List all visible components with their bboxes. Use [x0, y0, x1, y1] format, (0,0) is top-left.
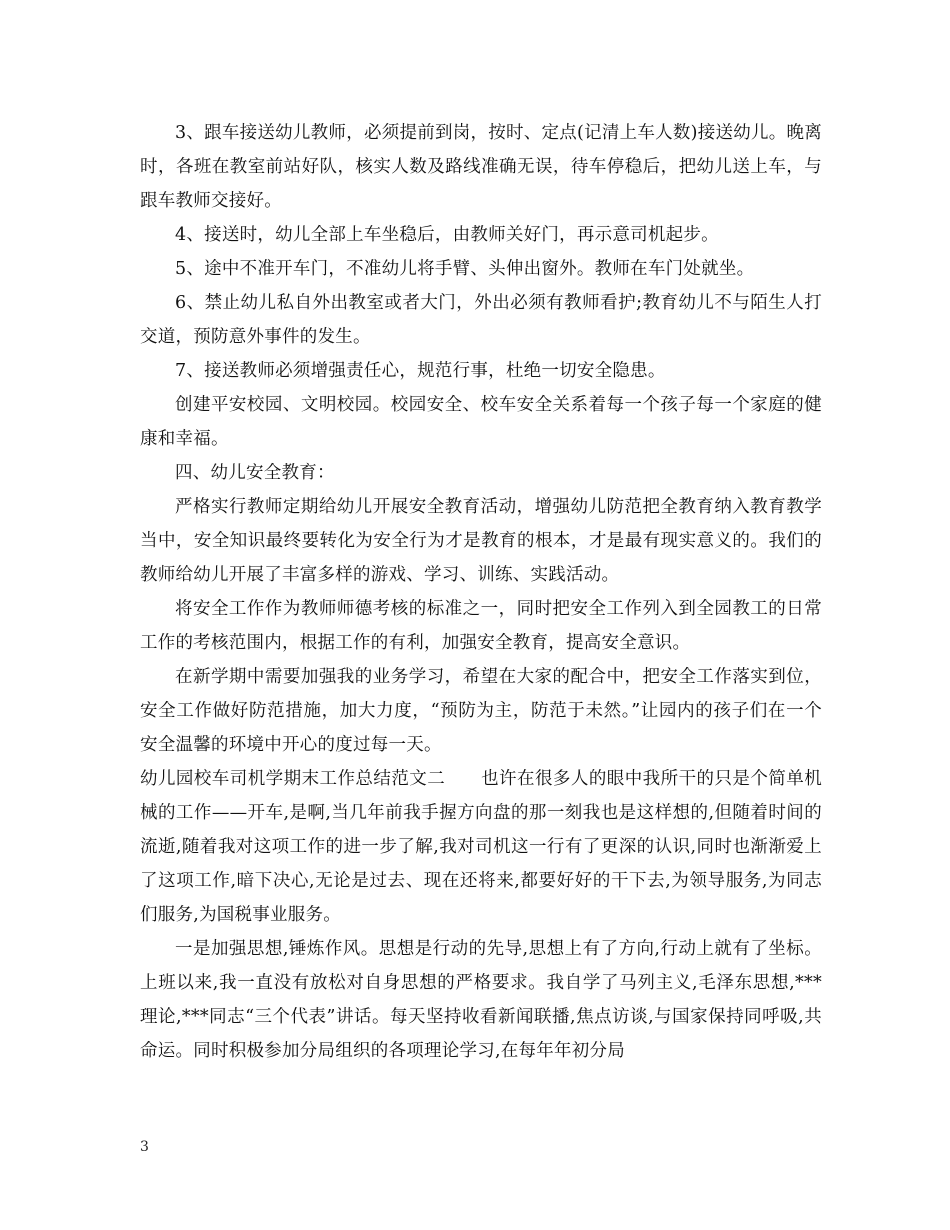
paragraph-title-and-intro: 幼儿园校车司机学期末工作总结范文二 也许在很多人的眼中我所干的只是个简单机械的工作——开车,是啊,当几年前我手握方向盘的那一刻我也是这样想的,但随着时间的流逝,随着我对这项工作的进一步了解,我对司机这一行有了更深的认识,同时也渐渐爱上了这项工作,暗下决心,无论是过去、现在还将来,都要好好的干下去,为领导服务,为同志们服务,为国税事业服务。 [140, 769, 822, 925]
paragraph-item-4: 4、接送时，幼儿全部上车坐稳后，由教师关好门，再示意司机起步。 [175, 225, 719, 245]
paragraph-new-semester: 在新学期中需要加强我的业务学习，希望在大家的配合中，把安全工作落实到位，安全工作做好防范措施，加大力度，“预防为主，防范于未然。”让园内的孩子们在一个安全温馨的环境中开心的度过每一天。 [140, 667, 822, 755]
paragraph-item-3: 3、跟车接送幼儿教师，必须提前到岗，按时、定点(记清上车人数)接送幼儿。晚离时，各班在教室前站好队，核实人数及路线准确无误，待车停稳后，把幼儿送上车，与跟车教师交接好。 [140, 123, 822, 211]
paragraph-item-7: 7、接送教师必须增强责任心，规范行事，杜绝一切安全隐患。 [175, 361, 666, 381]
paragraph-assessment: 将安全工作作为教师师德考核的标准之一，同时把安全工作列入到全园教工的日常工作的考核范围内，根据工作的有利，加强安全教育，提高安全意识。 [140, 599, 822, 653]
paragraph-thought-style: 一是加强思想,锤炼作风。思想是行动的先导,思想上有了方向,行动上就有了坐标。上班以来,我一直没有放松对自身思想的严格要求。我自学了马列主义,毛泽东思想,***理论,***同志“三个代表”讲话。每天坚持收看新闻联播,焦点访谈,与国家保持同呼吸,共命运。同时积极参加分局组织的各项理论学习,在每年年初分局 [140, 939, 822, 1061]
paragraph-safe-campus: 创建平安校园、文明校园。校园安全、校车安全关系着每一个孩子每一个家庭的健康和幸福。 [140, 395, 822, 449]
paragraph-item-5: 5、途中不准开车门，不准幼儿将手臂、头伸出窗外。教师在车门处就坐。 [175, 259, 755, 279]
document-body [140, 116, 822, 1068]
page-number: 3 [140, 1139, 149, 1155]
paragraph-safety-activities: 严格实行教师定期给幼儿开展安全教育活动，增强幼儿防范把全教育纳入教育教学当中，安全知识最终要转化为安全行为才是教育的根本，才是最有现实意义的。我们的教师给幼儿开展了丰富多样的游戏、学习、训练、实践活动。 [140, 497, 822, 585]
paragraph-item-6: 6、禁止幼儿私自外出教室或者大门，外出必须有教师看护;教育幼儿不与陌生人打交道，预防意外事件的发生。 [140, 293, 822, 347]
section-heading-safety-education: 四、幼儿安全教育： [175, 463, 335, 483]
